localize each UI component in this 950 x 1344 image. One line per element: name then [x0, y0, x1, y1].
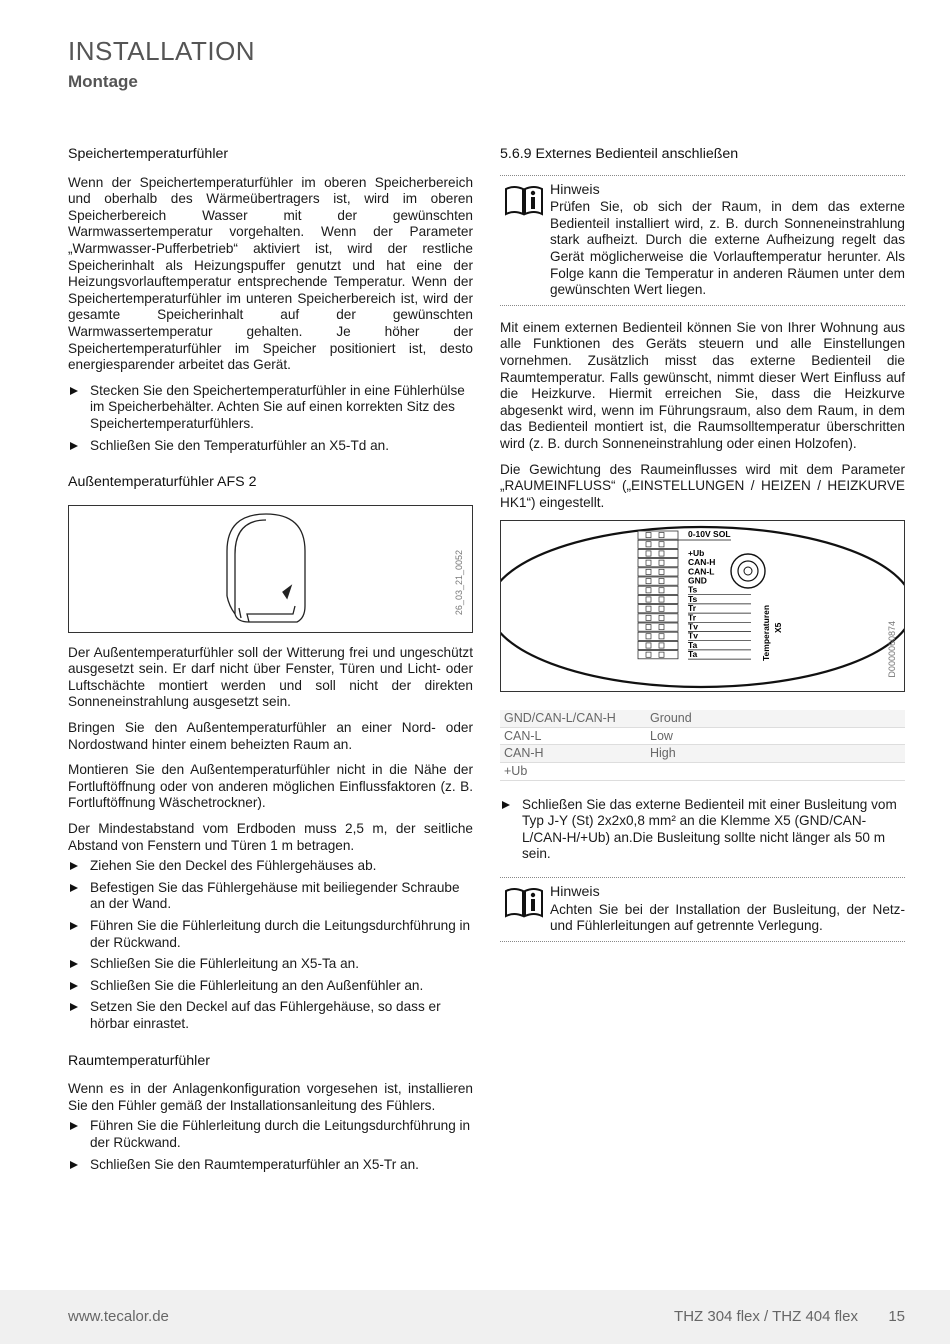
info-book-icon [504, 886, 544, 918]
page-footer [0, 1290, 950, 1344]
note-title: Hinweis [550, 884, 600, 901]
note-text: Prüfen Sie, ob sich der Raum, in dem das externe Bedienteil installiert wird, z. B. durch Sonneneinstrahlung stark aufheizt. Durch die externe Aufheizung regelt das Gerät möglicherweise die Vorlauftemperatur herunter. Als Folge kann die Temperatur in anderen Räumen unter dem gewünschten Wert liegen. [550, 199, 905, 298]
paragraph: Die Gewichtung des Raumeinflusses wird mit dem Parameter „RAUMEINFLUSS“ („EINSTELLUNGEN / HEIZEN / HEIZKURVE HK1“) eingestellt. [500, 461, 905, 510]
table-cell-meaning: Low [646, 727, 905, 745]
table-row [500, 763, 905, 781]
terminal-diagram [501, 521, 904, 691]
table-cell-signal: CAN-H [500, 745, 646, 763]
terminal-side-label: Temperaturen [761, 605, 771, 662]
section-title-outdoor-sensor: Außentemperaturfühler AFS 2 [68, 474, 257, 491]
terminal-slot [638, 632, 678, 640]
bullet-item: Schließen Sie den Temperaturfühler an X5-Td an. [68, 438, 473, 455]
terminal-slot [638, 531, 678, 539]
bullet-item: Führen Sie die Fühlerleitung durch die Leitungsdurchführung in der Rückwand. [68, 918, 473, 951]
section-title-room-sensor: Raumtemperaturfühler [68, 1052, 210, 1069]
bullet-list [68, 858, 473, 1032]
terminal-slot [638, 568, 678, 576]
note-box [500, 877, 905, 942]
info-book-icon [504, 184, 544, 216]
terminal-table [500, 710, 905, 780]
terminal-label: +Ub [688, 548, 705, 559]
bullet-item: Stecken Sie den Speichertemperaturfühler in eine Fühlerhülse im Speicherbehälter. Achten Sie auf einen korrekten Sitz des Speichertemperaturfühlers. [68, 383, 473, 433]
paragraph: Mit einem externen Bedienteil können Sie von Ihrer Wohnung aus alle Funktionen des Geräts steuern und alle Einstellungen vornehmen. Zusätzlich misst das externe Bedienteil die Raumtemperatur. Falls gewünscht, nimmt dieser Wert Einfluss auf die Heizkurve. Hiermit erreichen Sie, dass die Heizkurve abgesenkt wird, wenn im Führungsraum, also dem Raum, in dem das Bedienteil montiert ist, die Raumsolltemperatur überschritten wird (z. B. durch Sonneneinstrahlung oder einen Holzofen). [500, 319, 905, 451]
terminal-label: Ts [688, 584, 698, 595]
left-column [68, 146, 473, 1181]
terminal-label: GND [688, 575, 707, 586]
bullet-list [68, 383, 473, 454]
bullet-list [500, 797, 905, 863]
terminal-slot [638, 614, 678, 622]
table-row [500, 710, 905, 727]
paragraph: Wenn der Speichertemperaturfühler im oberen Speicherbereich und oberhalb des Wärmeübertragers ist, wird im oberen Speicherbereich Wasser mit der gewünschten Warmwassertemperatur vorgehalten. Wenn der Parameter „Warmwasser-Pufferbetrieb“ aktiviert ist, wird der restliche Speicherinhalt als Heizungspuffer genutzt und hat eine der Heizungsvorlauftemperatur entsprechende Temperatur. Wenn der Speichertemperaturfühler im unteren Speicherbereich ist, wird der gesamte Speicherinhalt auf der gewünschten Warmwassertemperatur gehalten. Je höher der Speichertemperaturfühler im Speicher positioniert ist, desto energiesparender arbeitet das Gerät. [68, 174, 473, 373]
note-box [500, 175, 905, 306]
paragraph: Wenn es in der Anlagenkonfiguration vorgesehen ist, installieren Sie den Fühler gemäß der Installationsanleitung des Fühlers. [68, 1081, 473, 1113]
outdoor-sensor-illustration [69, 506, 472, 632]
terminal-label: Tv [688, 630, 698, 641]
note-title: Hinweis [550, 181, 600, 198]
terminal-label: Tv [688, 621, 698, 632]
paragraph: Montieren Sie den Außentemperaturfühler nicht in die Nähe der Fortluftöffnung oder von anderen möglichen Einflussfaktoren (z. B. Fortluftöffnung Wäschetrockner). [68, 762, 473, 811]
paragraph: Bringen Sie den Außentemperaturfühler an einer Nord- oder Nordostwand hinter einem beheizten Raum an. [68, 720, 473, 752]
footer-url[interactable]: www.tecalor.de [68, 1308, 169, 1325]
terminal-slot [638, 586, 678, 594]
terminal-label: Tr [688, 612, 697, 623]
terminal-slot [638, 596, 678, 604]
page-number: 15 [888, 1308, 905, 1325]
figure-id: 26_03_21_0052 [454, 549, 465, 615]
bullet-item: Schließen Sie die Fühlerleitung an den Außenfühler an. [68, 978, 473, 995]
table-cell-signal: GND/CAN-L/CAN-H [500, 710, 646, 727]
note-text: Achten Sie bei der Installation der Busleitung, der Netz- und Fühlerleitungen auf getrennte Verlegung. [550, 901, 905, 934]
terminal-slot [638, 559, 678, 567]
terminal-figure [500, 520, 905, 692]
terminal-label: Ta [688, 640, 698, 651]
page-subtitle: Montage [68, 72, 138, 91]
section-title-external-control: 5.6.9 Externes Bedienteil anschließen [500, 146, 739, 162]
terminal-side-label-x5: X5 [773, 622, 783, 634]
table-cell-meaning: Ground [646, 710, 905, 727]
terminal-slot [638, 651, 678, 659]
terminal-label: CAN-L [688, 566, 715, 577]
paragraph: Der Außentemperaturfühler soll der Witterung frei und ungeschützt ausgesetzt sein. Er darf nicht über Fenster, Türen und Licht- oder Luftschächte montiert werden und soll nicht der direkten Sonneneinstrahlung ausgesetzt sein. [68, 644, 473, 710]
terminal-slot [638, 642, 678, 650]
terminal-label: Ts [688, 594, 698, 605]
table-cell-signal: +Ub [500, 763, 646, 781]
bullet-item: Schließen Sie die Fühlerleitung an X5-Ta an. [68, 956, 473, 973]
table-cell-meaning [646, 763, 905, 781]
outdoor-sensor-figure [68, 505, 473, 633]
section-title-storage-sensor: Speichertemperaturfühler [68, 146, 229, 162]
table-cell-signal: CAN-L [500, 727, 646, 745]
paragraph: Der Mindestabstand vom Erdboden muss 2,5 m, der seitliche Abstand von Fenstern und Türen 1 m betragen. [68, 821, 473, 853]
terminal-slot [638, 540, 678, 548]
bullet-item: Befestigen Sie das Fühlergehäuse mit beiliegender Schraube an der Wand. [68, 880, 473, 913]
bullet-item: Schließen Sie das externe Bedienteil mit einer Busleitung vom Typ J-Y (St) 2x2x0,8 mm² an die Klemme X5 (GND/CAN-L/CAN-H/+Ub) an.Die Busleitung sollte nicht länger als 50 m sein. [500, 797, 905, 863]
table-row [500, 727, 905, 745]
terminal-label: CAN-H [688, 557, 716, 568]
terminal-slot [638, 605, 678, 613]
terminal-slot [638, 550, 678, 558]
bullet-list [68, 1118, 473, 1173]
bullet-item: Ziehen Sie den Deckel des Fühlergehäuses ab. [68, 858, 473, 875]
figure-id: D0000060874 [887, 621, 898, 678]
terminal-slot [638, 577, 678, 585]
terminal-label: Ta [688, 649, 698, 660]
terminal-top-label: 0-10V SOL [688, 529, 731, 540]
bullet-item: Schließen Sie den Raumtemperaturfühler an X5-Tr an. [68, 1157, 473, 1174]
footer-model: THZ 304 flex / THZ 404 flex [674, 1308, 858, 1325]
bullet-item: Führen Sie die Fühlerleitung durch die Leitungsdurchführung in der Rückwand. [68, 1118, 473, 1151]
bullet-item: Setzen Sie den Deckel auf das Fühlergehäuse, so dass er hörbar einrastet. [68, 999, 473, 1032]
right-column [500, 146, 905, 956]
terminal-label: Tr [688, 603, 697, 614]
terminal-slot [638, 623, 678, 631]
table-row [500, 745, 905, 763]
table-cell-meaning: High [646, 745, 905, 763]
page-title: INSTALLATION [68, 36, 256, 66]
